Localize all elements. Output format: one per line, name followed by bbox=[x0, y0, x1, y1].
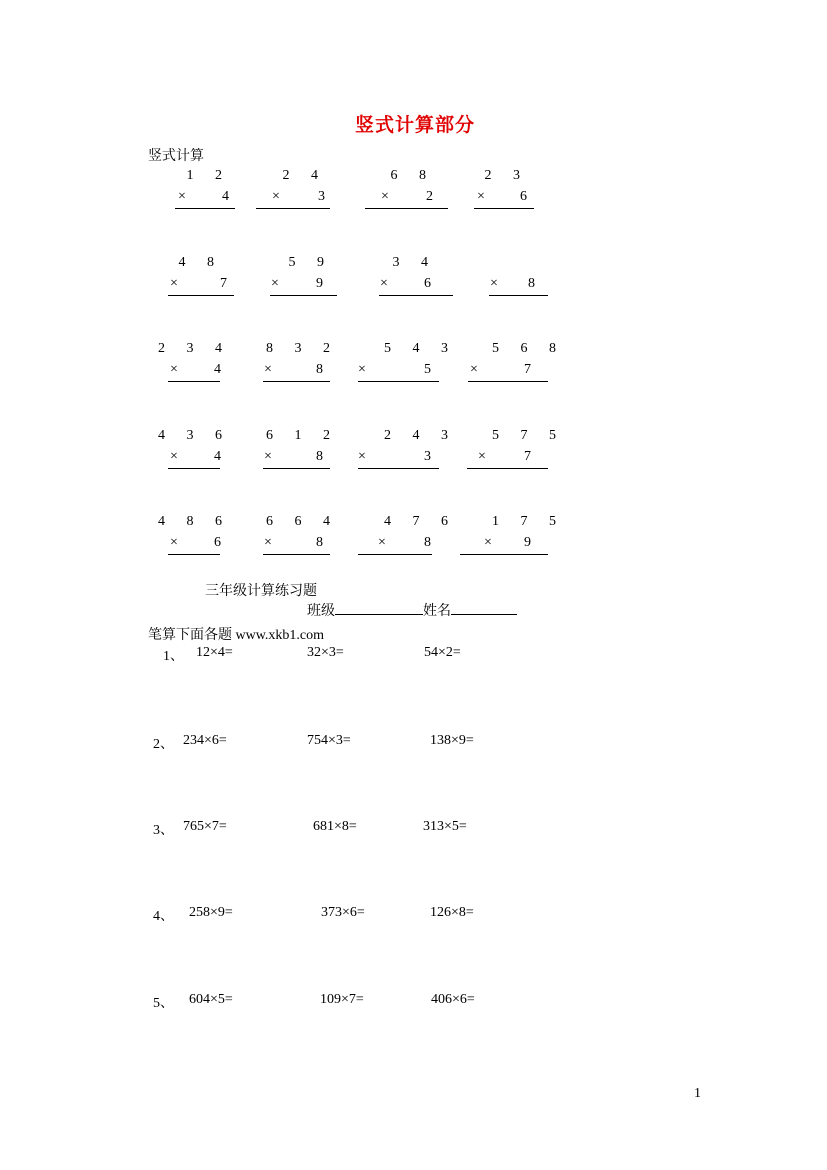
multiply-sign: × bbox=[380, 276, 388, 291]
problem-expression: 12×4= bbox=[196, 645, 233, 660]
multiplier: 5 bbox=[424, 362, 431, 377]
problem-expression: 234×6= bbox=[183, 733, 227, 748]
multiply-sign: × bbox=[271, 276, 279, 291]
multiplicand: 2 4 bbox=[282, 168, 327, 183]
multiplier-line bbox=[358, 535, 432, 555]
multiply-sign: × bbox=[264, 535, 272, 550]
multiplier-line bbox=[168, 362, 220, 382]
problem-index: 1、 bbox=[163, 649, 184, 664]
multiplicand: 1 7 5 bbox=[492, 514, 565, 529]
multiply-sign: × bbox=[378, 535, 386, 550]
multiplier-line bbox=[263, 362, 330, 382]
problem-expression: 258×9= bbox=[189, 905, 233, 920]
multiplier: 6 bbox=[214, 535, 221, 550]
page-title: 竖式计算部分 bbox=[355, 115, 476, 136]
multiplier: 9 bbox=[524, 535, 531, 550]
multiply-sign: × bbox=[264, 362, 272, 377]
problem-expression: 126×8= bbox=[430, 905, 474, 920]
multiply-sign: × bbox=[478, 449, 486, 464]
multiplicand: 8 3 2 bbox=[266, 341, 339, 356]
multiplicand: 2 4 3 bbox=[384, 428, 457, 443]
multiplier-line bbox=[358, 449, 439, 469]
multiplier-line bbox=[460, 535, 548, 555]
problem-expression: 765×7= bbox=[183, 819, 227, 834]
multiplicand: 2 3 bbox=[484, 168, 529, 183]
multiplier: 9 bbox=[316, 276, 323, 291]
problem-expression: 406×6= bbox=[431, 992, 475, 1007]
multiply-sign: × bbox=[170, 449, 178, 464]
multiplier: 7 bbox=[524, 362, 531, 377]
multiplier: 7 bbox=[220, 276, 227, 291]
multiplier: 4 bbox=[214, 449, 221, 464]
problem-expression: 754×3= bbox=[307, 733, 351, 748]
multiplier-line bbox=[379, 276, 453, 296]
multiplicand: 4 7 6 bbox=[384, 514, 457, 529]
multiplicand: 6 8 bbox=[390, 168, 435, 183]
multiplicand: 5 7 5 bbox=[492, 428, 565, 443]
multiplier: 8 bbox=[424, 535, 431, 550]
multiplier-line bbox=[468, 362, 548, 382]
problem-expression: 604×5= bbox=[189, 992, 233, 1007]
multiplicand: 5 6 8 bbox=[492, 341, 565, 356]
multiply-sign: × bbox=[477, 189, 485, 204]
multiplicand: 4 8 6 bbox=[158, 514, 231, 529]
multiply-sign: × bbox=[358, 362, 366, 377]
multiply-sign: × bbox=[170, 535, 178, 550]
multiplier-line bbox=[168, 276, 234, 296]
section-label: 竖式计算 bbox=[148, 149, 204, 164]
multiplier-line bbox=[489, 276, 548, 296]
multiplier: 8 bbox=[316, 449, 323, 464]
class-name-line bbox=[307, 600, 517, 620]
multiplicand: 5 4 3 bbox=[384, 341, 457, 356]
multiply-sign: × bbox=[484, 535, 492, 550]
page-number: 1 bbox=[694, 1086, 701, 1101]
multiply-sign: × bbox=[264, 449, 272, 464]
multiply-sign: × bbox=[178, 189, 186, 204]
multiplier: 7 bbox=[524, 449, 531, 464]
multiplier-line bbox=[474, 189, 534, 209]
multiplier: 4 bbox=[222, 189, 229, 204]
problem-index: 4、 bbox=[153, 909, 174, 924]
problem-expression: 32×3= bbox=[307, 645, 344, 660]
multiplier: 8 bbox=[316, 535, 323, 550]
multiplier-line bbox=[175, 189, 235, 209]
problem-expression: 313×5= bbox=[423, 819, 467, 834]
name-blank bbox=[451, 600, 517, 615]
problem-expression: 138×9= bbox=[430, 733, 474, 748]
multiplier: 8 bbox=[528, 276, 535, 291]
multiply-sign: × bbox=[170, 362, 178, 377]
multiplier-line bbox=[358, 362, 439, 382]
multiplier-line bbox=[270, 276, 337, 296]
multiplier-line bbox=[263, 535, 330, 555]
multiplicand: 4 3 6 bbox=[158, 428, 231, 443]
multiply-sign: × bbox=[490, 276, 498, 291]
multiplier: 6 bbox=[424, 276, 431, 291]
name-label: 姓名 bbox=[423, 604, 451, 619]
multiply-sign: × bbox=[358, 449, 366, 464]
problem-expression: 54×2= bbox=[424, 645, 461, 660]
multiplicand: 1 2 bbox=[186, 168, 231, 183]
problem-expression: 681×8= bbox=[313, 819, 357, 834]
multiplier-line bbox=[256, 189, 330, 209]
multiplicand: 4 8 bbox=[178, 255, 223, 270]
multiply-sign: × bbox=[381, 189, 389, 204]
multiply-sign: × bbox=[170, 276, 178, 291]
problem-expression: 373×6= bbox=[321, 905, 365, 920]
multiplier: 4 bbox=[214, 362, 221, 377]
problem-index: 5、 bbox=[153, 996, 174, 1011]
multiplicand: 3 4 bbox=[392, 255, 437, 270]
multiply-sign: × bbox=[272, 189, 280, 204]
multiplier-line bbox=[168, 535, 220, 555]
multiplier: 6 bbox=[520, 189, 527, 204]
multiplicand: 6 6 4 bbox=[266, 514, 339, 529]
multiplicand: 6 1 2 bbox=[266, 428, 339, 443]
multiplier: 3 bbox=[318, 189, 325, 204]
multiplier: 3 bbox=[424, 449, 431, 464]
multiplier-line bbox=[467, 449, 548, 469]
class-label: 班级 bbox=[307, 604, 335, 619]
multiplier: 2 bbox=[426, 189, 433, 204]
multiplier-line bbox=[168, 449, 220, 469]
multiplier-line bbox=[365, 189, 448, 209]
problem-expression: 109×7= bbox=[320, 992, 364, 1007]
multiply-sign: × bbox=[470, 362, 478, 377]
practice-instruction: 笔算下面各题 www.xkb1.com bbox=[148, 628, 325, 643]
practice-heading: 三年级计算练习题 bbox=[205, 584, 317, 599]
multiplier-line bbox=[263, 449, 330, 469]
multiplicand: 2 3 4 bbox=[158, 341, 231, 356]
class-blank bbox=[335, 600, 423, 615]
multiplicand: 5 9 bbox=[288, 255, 333, 270]
multiplier: 8 bbox=[316, 362, 323, 377]
problem-index: 3、 bbox=[153, 823, 174, 838]
problem-index: 2、 bbox=[153, 737, 174, 752]
